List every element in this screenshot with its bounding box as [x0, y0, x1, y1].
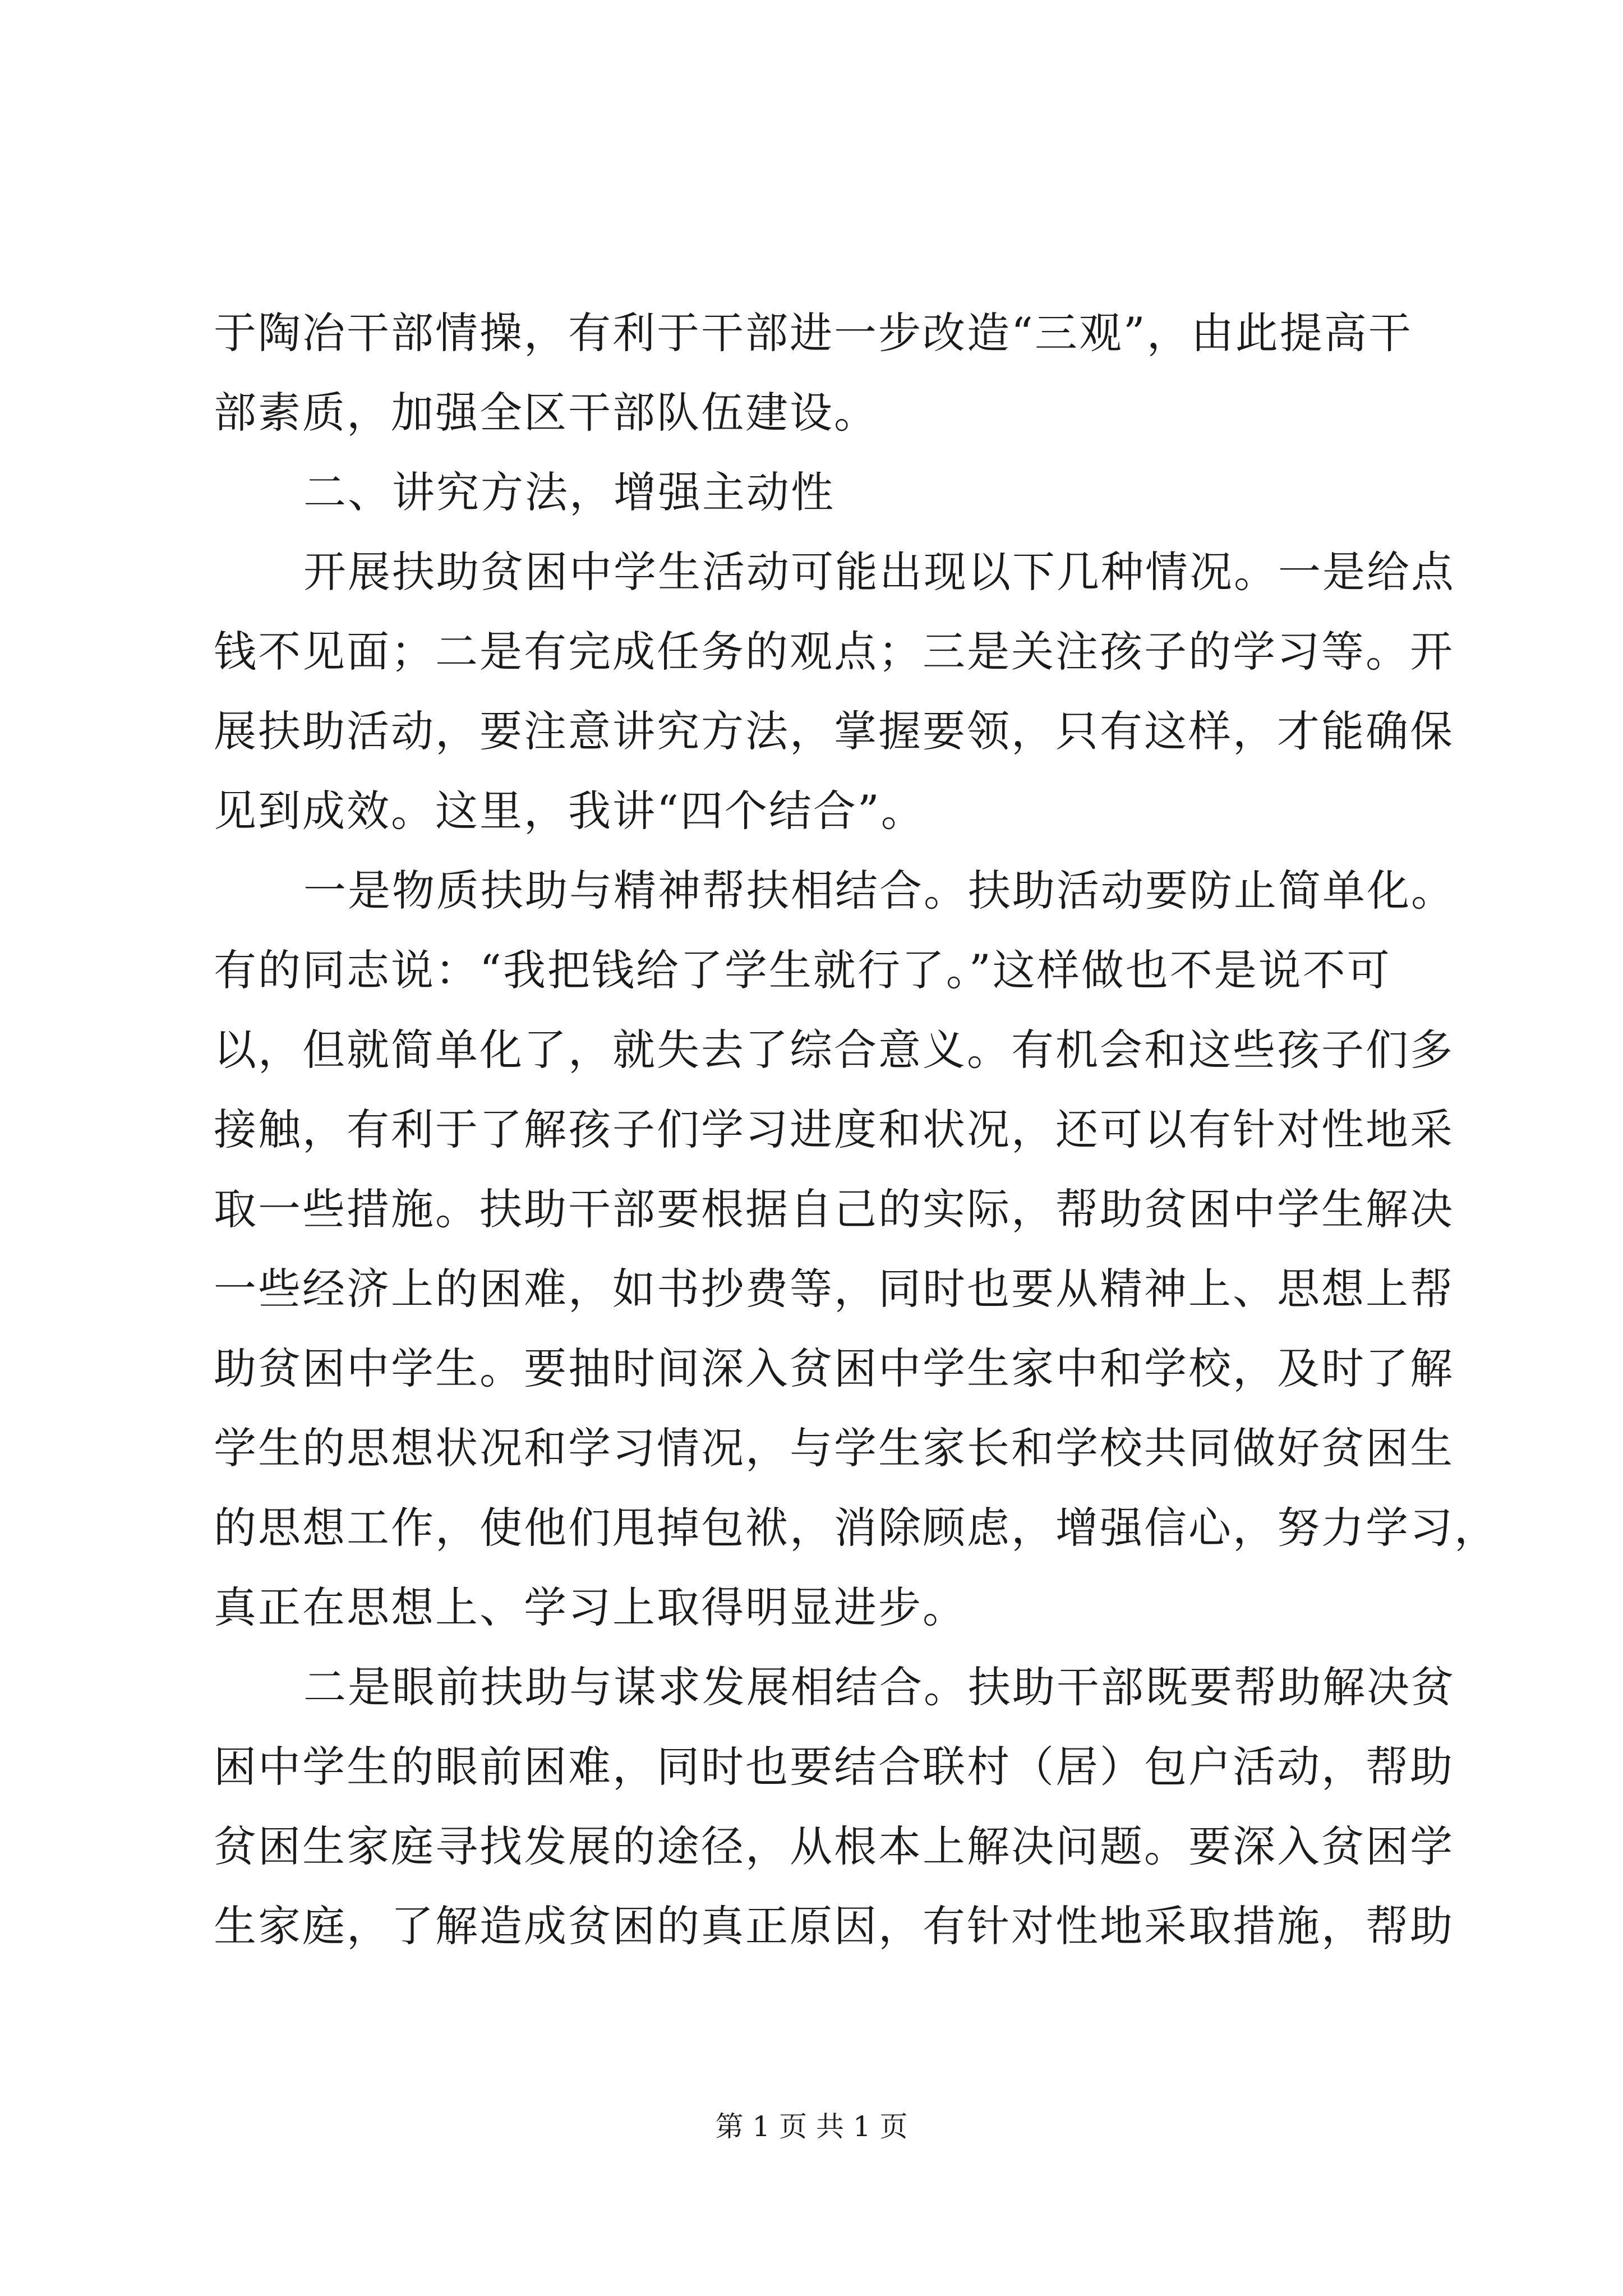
section-heading: 二、讲究方法，增强主动性 — [303, 467, 835, 517]
text-line: 一些经济上的困难，如书抄费等，同时也要从精神上、思想上帮 — [214, 1264, 1454, 1314]
text-line: 以，但就简单化了，就失去了综合意义。有机会和这些孩子们多 — [214, 1025, 1454, 1075]
paragraph-first-line: 一是物质扶助与精神帮扶相结合。扶助活动要防止简单化。 — [303, 866, 1455, 915]
text-line: 接触，有利于了解孩子们学习进度和状况，还可以有针对性地采 — [214, 1105, 1454, 1154]
text-line: 困中学生的眼前困难，同时也要结合联村（居）包户活动，帮助 — [214, 1742, 1454, 1792]
text-line: 的思想工作，使他们甩掉包袱，消除顾虑，增强信心，努力学习， — [214, 1503, 1498, 1553]
text-line: 取一些措施。扶助干部要根据自己的实际，帮助贫困中学生解决 — [214, 1184, 1454, 1234]
text-line: 展扶助活动，要注意讲究方法，掌握要领，只有这样，才能确保 — [214, 706, 1454, 756]
text-line: 有的同志说：“我把钱给了学生就行了。”这样做也不是说不可 — [214, 945, 1391, 995]
text-line: 贫困生家庭寻找发展的途径，从根本上解决问题。要深入贫困学 — [214, 1821, 1454, 1871]
text-line: 助贫困中学生。要抽时间深入贫困中学生家中和学校，及时了解 — [214, 1343, 1454, 1393]
paragraph-first-line: 二是眼前扶助与谋求发展相结合。扶助干部既要帮助解决贫 — [303, 1662, 1455, 1712]
text-line: 部素质，加强全区干部队伍建设。 — [214, 388, 878, 438]
text-line: 钱不见面；二是有完成任务的观点；三是关注孩子的学习等。开 — [214, 627, 1454, 677]
page-number-footer: 第 1 页 共 1 页 — [715, 2110, 908, 2143]
text-line: 见到成效。这里，我讲“四个结合”。 — [214, 786, 925, 836]
text-line: 于陶冶干部情操，有利于干部进一步改造“三观”，由此提高干 — [214, 308, 1413, 358]
document-body — [214, 293, 1498, 1966]
text-line: 生家庭，了解造成贫困的真正原因，有针对性地采取措施，帮助 — [214, 1901, 1454, 1951]
text-line: 学生的思想状况和学习情况，与学生家长和学校共同做好贫困生 — [214, 1423, 1454, 1473]
text-line: 真正在思想上、学习上取得明显进步。 — [214, 1582, 967, 1632]
paragraph-first-line: 开展扶助贫困中学生活动可能出现以下几种情况。一是给点 — [303, 547, 1455, 597]
